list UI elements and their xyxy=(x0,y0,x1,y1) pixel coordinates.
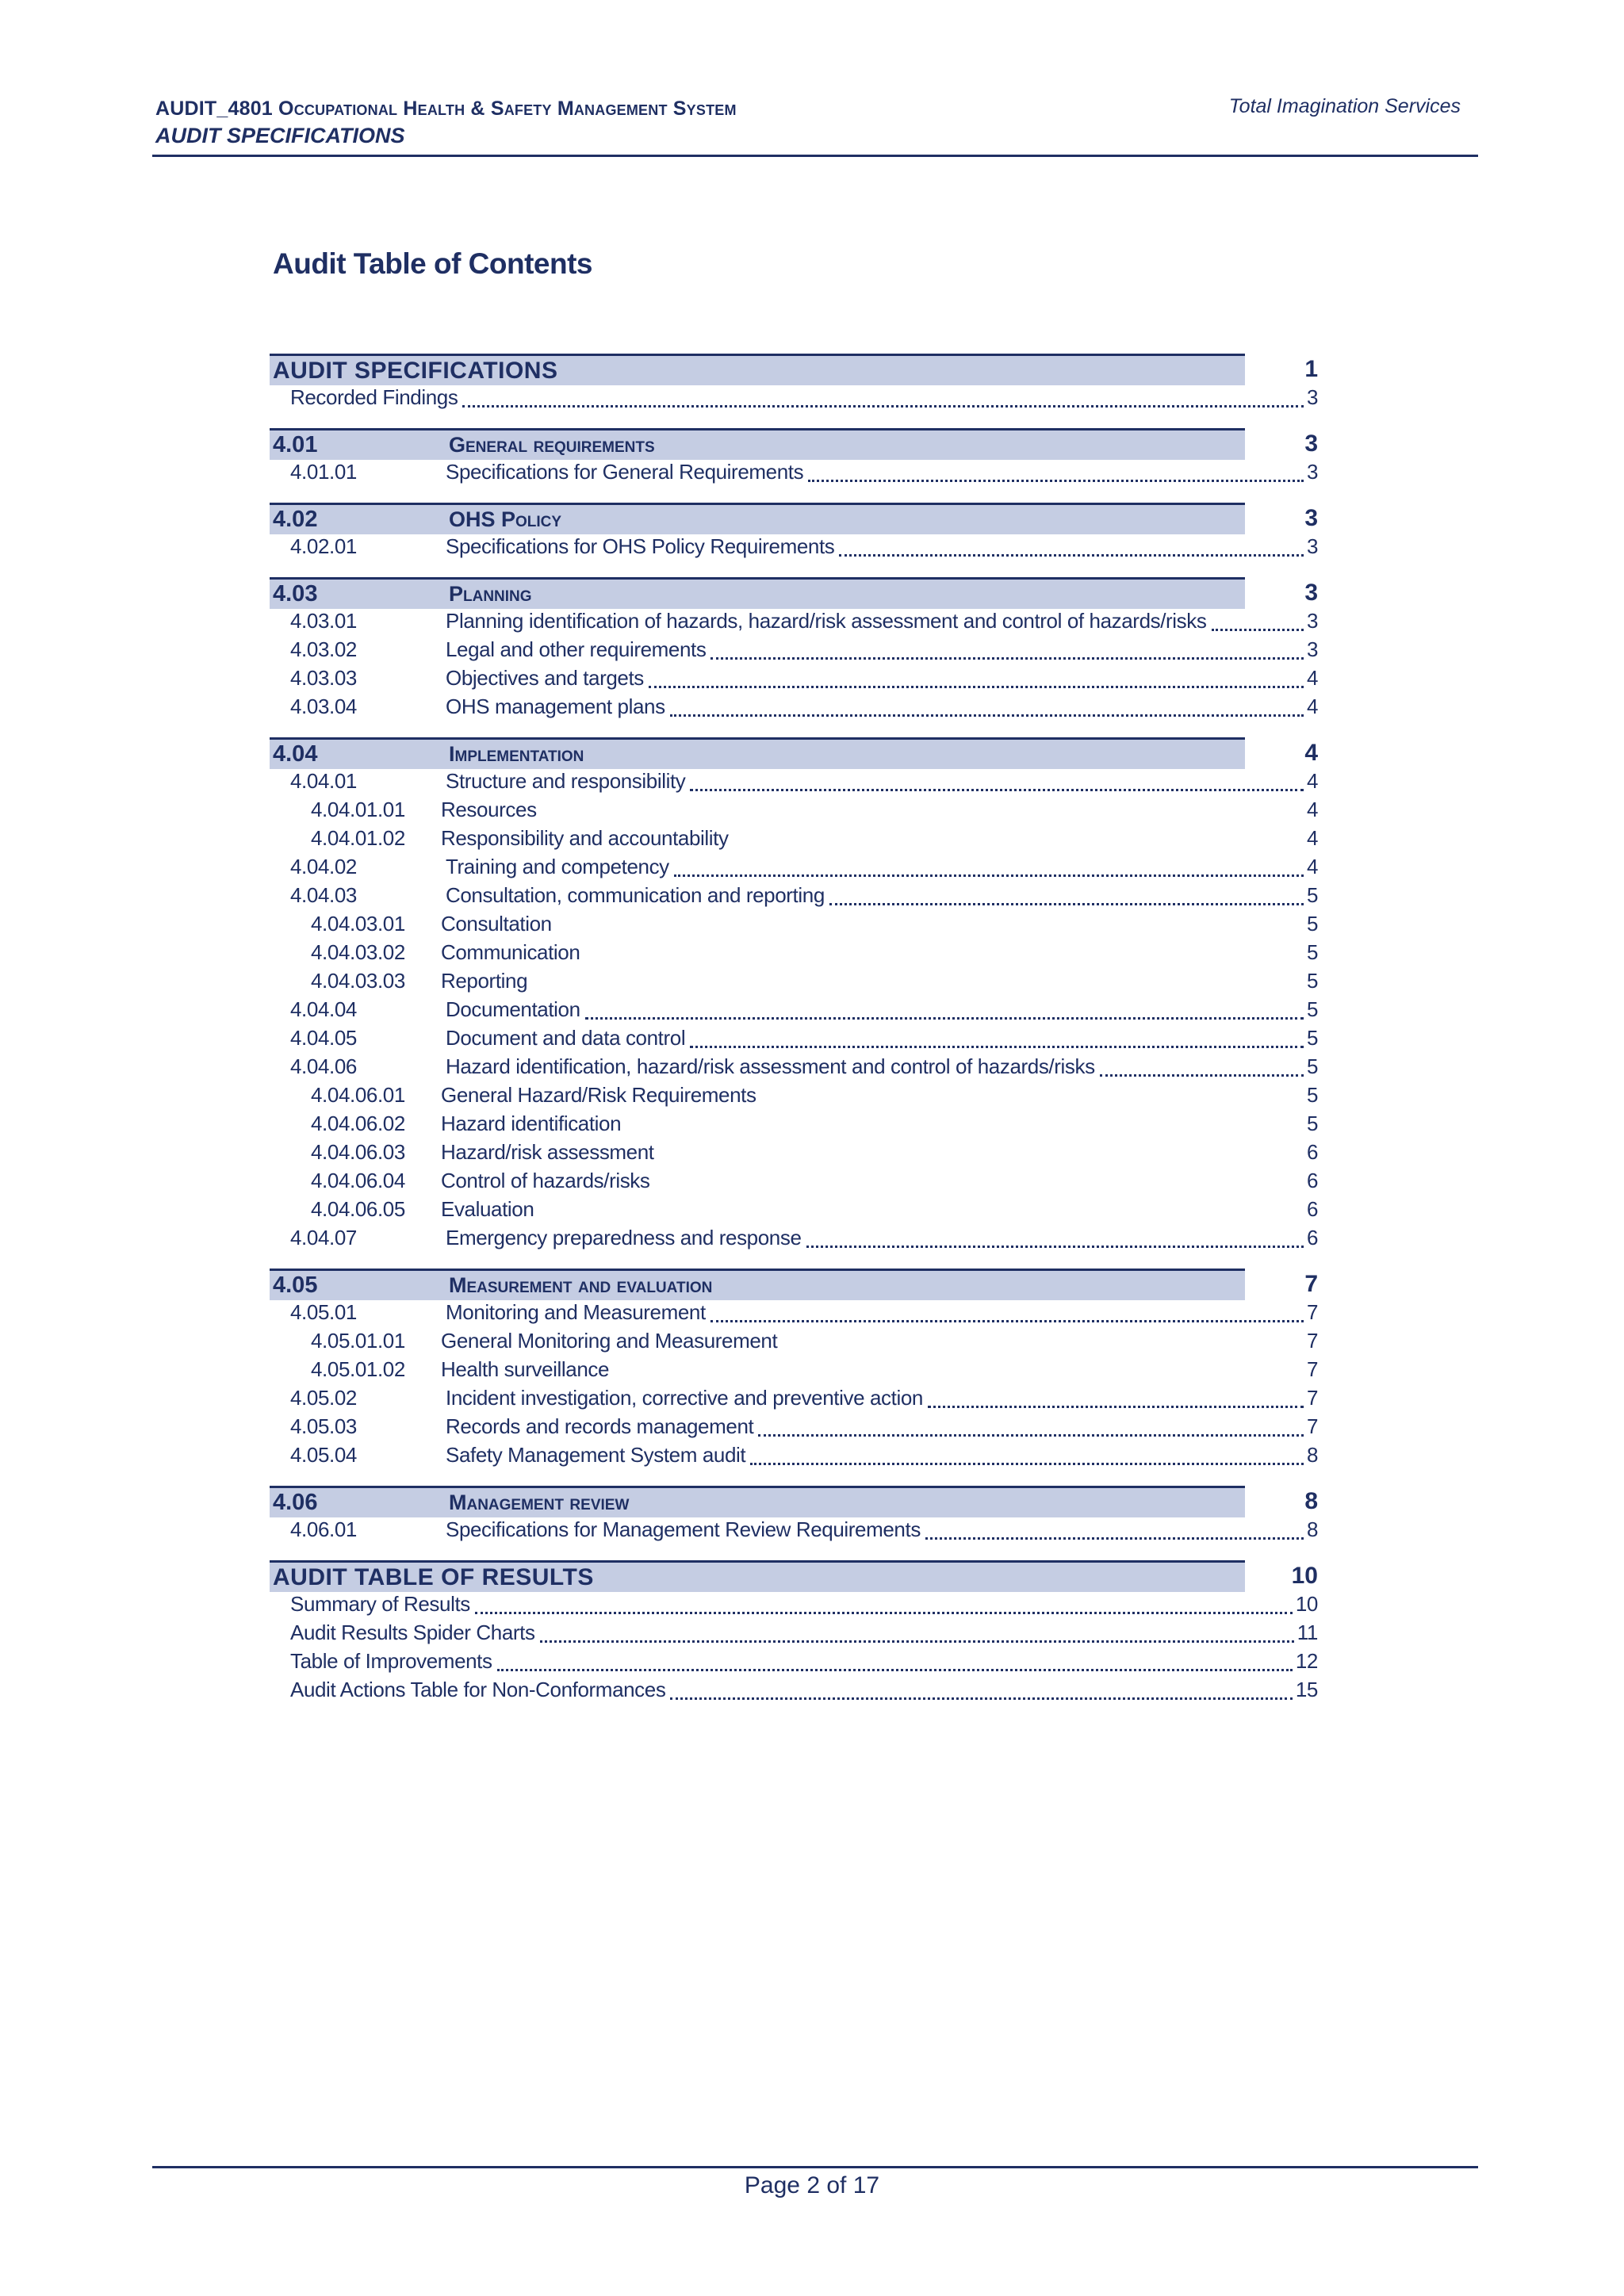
toc-entry[interactable] xyxy=(270,385,1320,414)
section-page-number: 10 xyxy=(1291,1563,1318,1589)
entry-number: 4.04.01 xyxy=(290,769,357,793)
dot-leader xyxy=(670,714,1304,717)
entry-title: Hazard/risk assessment xyxy=(441,1140,654,1164)
toc-entry[interactable] xyxy=(270,534,1320,563)
toc-entry[interactable] xyxy=(270,1140,1320,1169)
toc-entry[interactable] xyxy=(270,609,1320,637)
entry-title: General Monitoring and Measurement xyxy=(441,1329,778,1353)
entry-number: 4.04.05 xyxy=(290,1026,357,1050)
section-title: Measurement and evaluation xyxy=(449,1273,713,1297)
dot-leader xyxy=(758,1434,1304,1437)
entry-page-number: 5 xyxy=(1306,1026,1318,1050)
section-heading-bar xyxy=(270,503,1245,534)
entry-number: 4.05.03 xyxy=(290,1414,357,1438)
section-number: 4.04 xyxy=(273,741,318,767)
section-page-number: 3 xyxy=(1304,505,1318,531)
dot-leader xyxy=(1212,629,1304,631)
section-title: Management review xyxy=(449,1490,630,1514)
dot-leader xyxy=(585,1017,1304,1020)
toc-entry[interactable] xyxy=(270,1386,1320,1414)
entry-title: Documentation xyxy=(446,997,580,1021)
dot-leader xyxy=(710,1320,1304,1322)
entry-page-number: 15 xyxy=(1295,1678,1318,1701)
dot-leader xyxy=(674,874,1304,877)
toc-entry[interactable] xyxy=(270,1300,1320,1329)
section-title: AUDIT SPECIFICATIONS xyxy=(273,357,558,384)
entry-page-number: 5 xyxy=(1306,1054,1318,1078)
entry-number: 4.04.03.02 xyxy=(311,940,405,964)
entry-page-number: 5 xyxy=(1306,912,1318,936)
document-title: AUDIT_4801 Occupational Health & Safety Management System xyxy=(155,98,737,120)
toc-entry[interactable] xyxy=(270,826,1320,855)
section-page-number: 7 xyxy=(1304,1271,1318,1297)
entry-number: 4.04.02 xyxy=(290,855,357,878)
dot-leader xyxy=(839,554,1304,557)
entry-page-number: 3 xyxy=(1306,637,1318,661)
section-heading-bar xyxy=(270,1560,1245,1592)
entry-page-number: 4 xyxy=(1306,798,1318,821)
entry-number: 4.04.03.03 xyxy=(311,969,405,993)
toc-entry[interactable] xyxy=(270,1197,1320,1226)
entry-page-number: 3 xyxy=(1306,385,1318,409)
entry-page-number: 4 xyxy=(1306,769,1318,793)
entry-page-number: 7 xyxy=(1306,1414,1318,1438)
header-divider xyxy=(152,155,1478,157)
entry-number: 4.04.01.02 xyxy=(311,826,405,850)
section-page-number: 3 xyxy=(1304,430,1318,457)
dot-leader xyxy=(540,1640,1294,1643)
section-heading-bar xyxy=(270,737,1245,769)
entry-title: Legal and other requirements xyxy=(446,637,707,661)
toc-section xyxy=(270,737,1320,1254)
toc-entry[interactable] xyxy=(270,1357,1320,1386)
page-number: Page 2 of 17 xyxy=(744,2172,880,2198)
entry-title: Responsibility and accountability xyxy=(441,826,729,850)
entry-number: 4.04.06.01 xyxy=(311,1083,405,1107)
entry-page-number: 7 xyxy=(1306,1357,1318,1381)
entry-number: 4.05.04 xyxy=(290,1443,357,1467)
entry-number: 4.01.01 xyxy=(290,460,357,484)
toc-entry[interactable] xyxy=(270,1414,1320,1443)
entry-page-number: 5 xyxy=(1306,969,1318,993)
entry-number: 4.04.06.03 xyxy=(311,1140,405,1164)
entry-page-number: 6 xyxy=(1306,1197,1318,1221)
entry-page-number: 8 xyxy=(1306,1517,1318,1541)
entry-page-number: 3 xyxy=(1306,609,1318,633)
toc-entry[interactable] xyxy=(270,798,1320,826)
table-of-contents xyxy=(270,354,1320,1720)
entry-number: 4.03.01 xyxy=(290,609,357,633)
company-name: Total Imagination Services xyxy=(1228,95,1461,117)
toc-section-heading[interactable] xyxy=(270,428,1320,460)
entry-title: Safety Management System audit xyxy=(446,1443,746,1467)
entry-number: 4.03.02 xyxy=(290,637,357,661)
entry-title: General Hazard/Risk Requirements xyxy=(441,1083,756,1107)
toc-entry[interactable] xyxy=(270,883,1320,912)
entry-title: Specifications for Management Review Requirements xyxy=(446,1517,921,1541)
entry-title: Control of hazards/risks xyxy=(441,1169,650,1192)
entry-page-number: 5 xyxy=(1306,940,1318,964)
entry-number: 4.03.03 xyxy=(290,666,357,690)
dot-leader xyxy=(475,1612,1293,1614)
toc-entry[interactable] xyxy=(270,969,1320,997)
entry-title: Hazard identification xyxy=(441,1112,622,1135)
section-number: 4.06 xyxy=(273,1490,318,1515)
toc-entry[interactable] xyxy=(270,1592,1320,1621)
toc-section xyxy=(270,503,1320,563)
section-number: 4.02 xyxy=(273,507,318,532)
entry-page-number: 11 xyxy=(1297,1621,1318,1644)
dot-leader xyxy=(649,686,1304,688)
toc-section xyxy=(270,1486,1320,1546)
dot-leader xyxy=(925,1537,1304,1540)
entry-title: Specifications for OHS Policy Requirements xyxy=(446,534,835,558)
entry-page-number: 4 xyxy=(1306,855,1318,878)
entry-page-number: 6 xyxy=(1306,1140,1318,1164)
toc-entry[interactable] xyxy=(270,1678,1320,1706)
entry-page-number: 10 xyxy=(1295,1592,1318,1616)
entry-title: Objectives and targets xyxy=(446,666,644,690)
entry-page-number: 4 xyxy=(1306,666,1318,690)
entry-page-number: 4 xyxy=(1306,826,1318,850)
entry-title: Training and competency xyxy=(446,855,669,878)
entry-title: Structure and responsibility xyxy=(446,769,686,793)
section-title: OHS Policy xyxy=(449,507,562,531)
toc-section xyxy=(270,428,1320,488)
entry-number: 4.04.07 xyxy=(290,1226,357,1249)
dot-leader xyxy=(808,480,1304,482)
toc-entry[interactable] xyxy=(270,1169,1320,1197)
toc-section-heading[interactable] xyxy=(270,354,1320,385)
section-heading-bar xyxy=(270,1269,1245,1300)
entry-page-number: 6 xyxy=(1306,1226,1318,1249)
entry-title: Summary of Results xyxy=(290,1592,470,1616)
entry-title: Consultation xyxy=(441,912,552,936)
dot-leader xyxy=(750,1463,1304,1465)
entry-title: Communication xyxy=(441,940,580,964)
toc-entry[interactable] xyxy=(270,637,1320,666)
toc-entry[interactable] xyxy=(270,1112,1320,1140)
dot-leader xyxy=(806,1246,1304,1248)
dot-leader xyxy=(1100,1074,1304,1077)
toc-section xyxy=(270,577,1320,723)
dot-leader xyxy=(690,1046,1304,1048)
toc-entry[interactable] xyxy=(270,940,1320,969)
header-left xyxy=(155,95,737,149)
entry-page-number: 8 xyxy=(1306,1443,1318,1467)
entry-title: Records and records management xyxy=(446,1414,754,1438)
dot-leader xyxy=(462,405,1304,408)
entry-title: Reporting xyxy=(441,969,528,993)
footer-divider xyxy=(152,2166,1478,2168)
entry-number: 4.03.04 xyxy=(290,695,357,718)
toc-entry[interactable] xyxy=(270,997,1320,1026)
entry-page-number: 4 xyxy=(1306,695,1318,718)
toc-entry[interactable] xyxy=(270,1443,1320,1471)
entry-page-number: 5 xyxy=(1306,997,1318,1021)
toc-heading: Audit Table of Contents xyxy=(273,247,592,280)
toc-entry[interactable] xyxy=(270,1083,1320,1112)
entry-title: OHS management plans xyxy=(446,695,665,718)
toc-entry[interactable] xyxy=(270,1621,1320,1649)
entry-number: 4.04.04 xyxy=(290,997,357,1021)
entry-title: Resources xyxy=(441,798,537,821)
toc-entry[interactable] xyxy=(270,855,1320,883)
document-subtitle: AUDIT SPECIFICATIONS xyxy=(155,124,405,147)
section-title: Planning xyxy=(449,582,532,606)
section-number: 4.05 xyxy=(273,1272,318,1298)
entry-number: 4.04.06.02 xyxy=(311,1112,405,1135)
toc-entry[interactable] xyxy=(270,695,1320,723)
entry-number: 4.04.06.04 xyxy=(311,1169,405,1192)
entry-title: Monitoring and Measurement xyxy=(446,1300,706,1324)
entry-page-number: 3 xyxy=(1306,460,1318,484)
entry-title: Audit Results Spider Charts xyxy=(290,1621,535,1644)
section-title: AUDIT TABLE OF RESULTS xyxy=(273,1563,594,1590)
toc-section-heading[interactable] xyxy=(270,1560,1320,1592)
toc-entry[interactable] xyxy=(270,1649,1320,1678)
entry-title: Health surveillance xyxy=(441,1357,610,1381)
dot-leader xyxy=(497,1669,1293,1671)
toc-entry[interactable] xyxy=(270,1226,1320,1254)
entry-title: Hazard identification, hazard/risk assessment and control of hazards/risks xyxy=(446,1054,1095,1078)
toc-entry[interactable] xyxy=(270,1329,1320,1357)
toc-entry[interactable] xyxy=(270,912,1320,940)
section-heading-bar xyxy=(270,1486,1245,1517)
toc-entry[interactable] xyxy=(270,460,1320,488)
section-page-number: 4 xyxy=(1304,740,1318,766)
toc-entry[interactable] xyxy=(270,769,1320,798)
toc-section-heading[interactable] xyxy=(270,1269,1320,1300)
entry-number: 4.04.06 xyxy=(290,1054,357,1078)
entry-page-number: 3 xyxy=(1306,534,1318,558)
toc-section xyxy=(270,354,1320,414)
entry-title: Recorded Findings xyxy=(290,385,458,409)
section-heading-bar xyxy=(270,577,1245,609)
entry-title: Audit Actions Table for Non-Conformances xyxy=(290,1678,666,1701)
section-page-number: 8 xyxy=(1304,1488,1318,1514)
dot-leader xyxy=(690,789,1304,791)
toc-entry[interactable] xyxy=(270,1054,1320,1083)
entry-number: 4.05.01.01 xyxy=(311,1329,405,1353)
toc-section-heading[interactable] xyxy=(270,577,1320,609)
entry-number: 4.04.03.01 xyxy=(311,912,405,936)
entry-title: Document and data control xyxy=(446,1026,686,1050)
dot-leader xyxy=(928,1406,1304,1408)
section-page-number: 3 xyxy=(1304,580,1318,606)
entry-title: Specifications for General Requirements xyxy=(446,460,804,484)
entry-page-number: 7 xyxy=(1306,1300,1318,1324)
entry-number: 4.04.03 xyxy=(290,883,357,907)
entry-title: Emergency preparedness and response xyxy=(446,1226,802,1249)
toc-entry[interactable] xyxy=(270,666,1320,695)
toc-entry[interactable] xyxy=(270,1517,1320,1546)
toc-section xyxy=(270,1560,1320,1706)
entry-number: 4.05.02 xyxy=(290,1386,357,1410)
entry-page-number: 6 xyxy=(1306,1169,1318,1192)
entry-number: 4.06.01 xyxy=(290,1517,357,1541)
entry-title: Table of Improvements xyxy=(290,1649,492,1673)
entry-number: 4.05.01 xyxy=(290,1300,357,1324)
section-title: General requirements xyxy=(449,433,655,457)
entry-page-number: 7 xyxy=(1306,1329,1318,1353)
toc-entry[interactable] xyxy=(270,1026,1320,1054)
toc-section-heading[interactable] xyxy=(270,737,1320,769)
entry-title: Consultation, communication and reporting xyxy=(446,883,825,907)
entry-page-number: 12 xyxy=(1295,1649,1318,1673)
section-heading-bar xyxy=(270,428,1245,460)
entry-number: 4.04.06.05 xyxy=(311,1197,405,1221)
entry-page-number: 7 xyxy=(1306,1386,1318,1410)
entry-number: 4.02.01 xyxy=(290,534,357,558)
toc-section xyxy=(270,1269,1320,1471)
section-number: 4.03 xyxy=(273,581,318,607)
entry-page-number: 5 xyxy=(1306,1112,1318,1135)
entry-page-number: 5 xyxy=(1306,1083,1318,1107)
entry-title: Planning identification of hazards, hazard/risk assessment and control of hazards/risks xyxy=(446,609,1207,633)
entry-number: 4.04.01.01 xyxy=(311,798,405,821)
section-number: 4.01 xyxy=(273,432,318,457)
entry-title: Incident investigation, corrective and preventive action xyxy=(446,1386,923,1410)
dot-leader xyxy=(829,903,1304,905)
entry-number: 4.05.01.02 xyxy=(311,1357,405,1381)
section-title: Implementation xyxy=(449,742,584,766)
toc-section-heading[interactable] xyxy=(270,503,1320,534)
section-page-number: 1 xyxy=(1304,356,1318,382)
dot-leader xyxy=(670,1697,1292,1700)
entry-title: Evaluation xyxy=(441,1197,534,1221)
toc-section-heading[interactable] xyxy=(270,1486,1320,1517)
dot-leader xyxy=(710,657,1303,660)
section-heading-bar xyxy=(270,354,1245,385)
entry-page-number: 5 xyxy=(1306,883,1318,907)
